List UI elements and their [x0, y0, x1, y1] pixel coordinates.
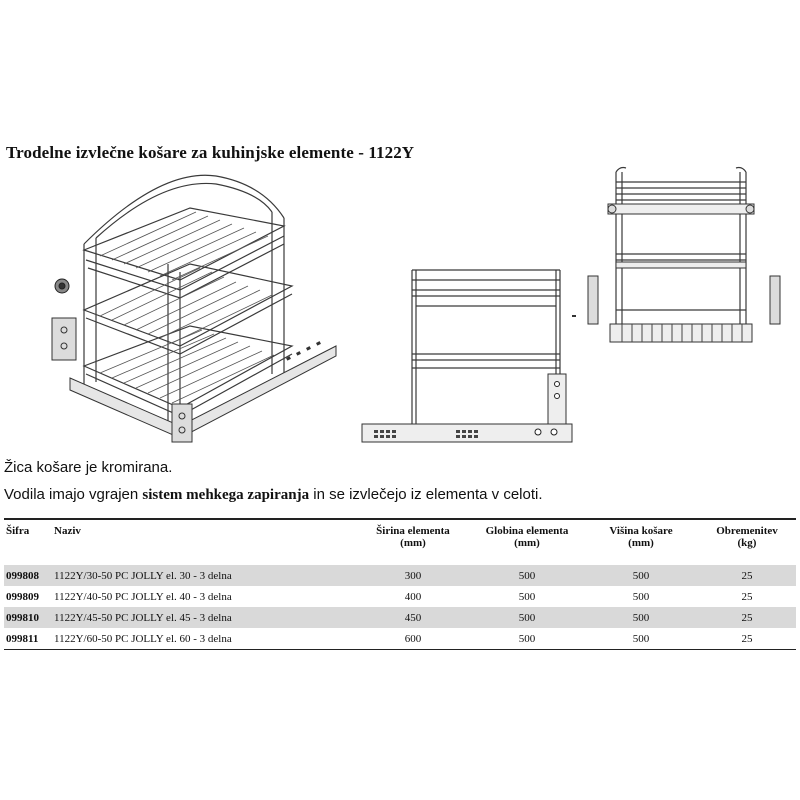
- header-width: Širina elementa (mm): [376, 525, 450, 549]
- description-runners-bold: sistem mehkega zapiranja: [142, 487, 310, 503]
- row-code: 099810: [4, 607, 52, 628]
- row-height: 500: [584, 607, 698, 628]
- row-width: 300: [356, 565, 470, 586]
- product-spec-table: [4, 518, 796, 650]
- table-row: [4, 628, 796, 650]
- page-title: Trodelne izvlečne košare za kuhinjske elemente - 1122Y: [6, 143, 415, 162]
- row-depth: 500: [470, 607, 584, 628]
- basket-front-view-illustration: [586, 164, 786, 356]
- row-code: 099811: [4, 628, 52, 650]
- header-name: Naziv: [54, 525, 81, 537]
- row-code: 099809: [6, 590, 39, 603]
- table-row: [4, 565, 796, 586]
- row-height: 500: [632, 590, 650, 603]
- row-width: 600: [356, 628, 470, 650]
- description-runners-pre: Vodila imajo vgrajen: [4, 486, 143, 503]
- row-code: 099808: [4, 565, 52, 586]
- row-height: 500: [584, 628, 698, 650]
- row-load: 25: [698, 565, 796, 586]
- table-row: [4, 607, 796, 628]
- row-name: 1122Y/45-50 PC JOLLY el. 45 - 3 delna: [52, 607, 356, 628]
- row-load: 25: [741, 590, 753, 603]
- row-name: 1122Y/60-50 PC JOLLY el. 60 - 3 delna: [52, 628, 356, 650]
- row-width: 450: [356, 607, 470, 628]
- basket-perspective-illustration: [40, 168, 350, 450]
- row-depth: 500: [518, 590, 536, 603]
- row-depth: 500: [470, 628, 584, 650]
- row-depth: 500: [470, 565, 584, 586]
- row-name: 1122Y/30-50 PC JOLLY el. 30 - 3 delna: [52, 565, 356, 586]
- description-runners-note: [4, 486, 543, 504]
- table-header-row: [4, 519, 796, 565]
- row-width: 400: [404, 590, 422, 603]
- row-load: 25: [698, 607, 796, 628]
- header-load: Obremenitev (kg): [716, 525, 778, 549]
- header-code: Šifra: [6, 525, 30, 537]
- table-row: [4, 586, 796, 607]
- header-height: Višina košare (mm): [609, 525, 673, 549]
- row-height: 500: [584, 565, 698, 586]
- header-depth: Globina elementa (mm): [485, 525, 569, 549]
- description-runners-post: in se izvlečejo iz elementa v celoti.: [309, 486, 543, 503]
- description-chrome-note: Žica košare je kromirana.: [4, 459, 173, 476]
- row-load: 25: [698, 628, 796, 650]
- row-name: 1122Y/40-50 PC JOLLY el. 40 - 3 delna: [54, 590, 232, 603]
- basket-side-view-illustration: [360, 266, 580, 456]
